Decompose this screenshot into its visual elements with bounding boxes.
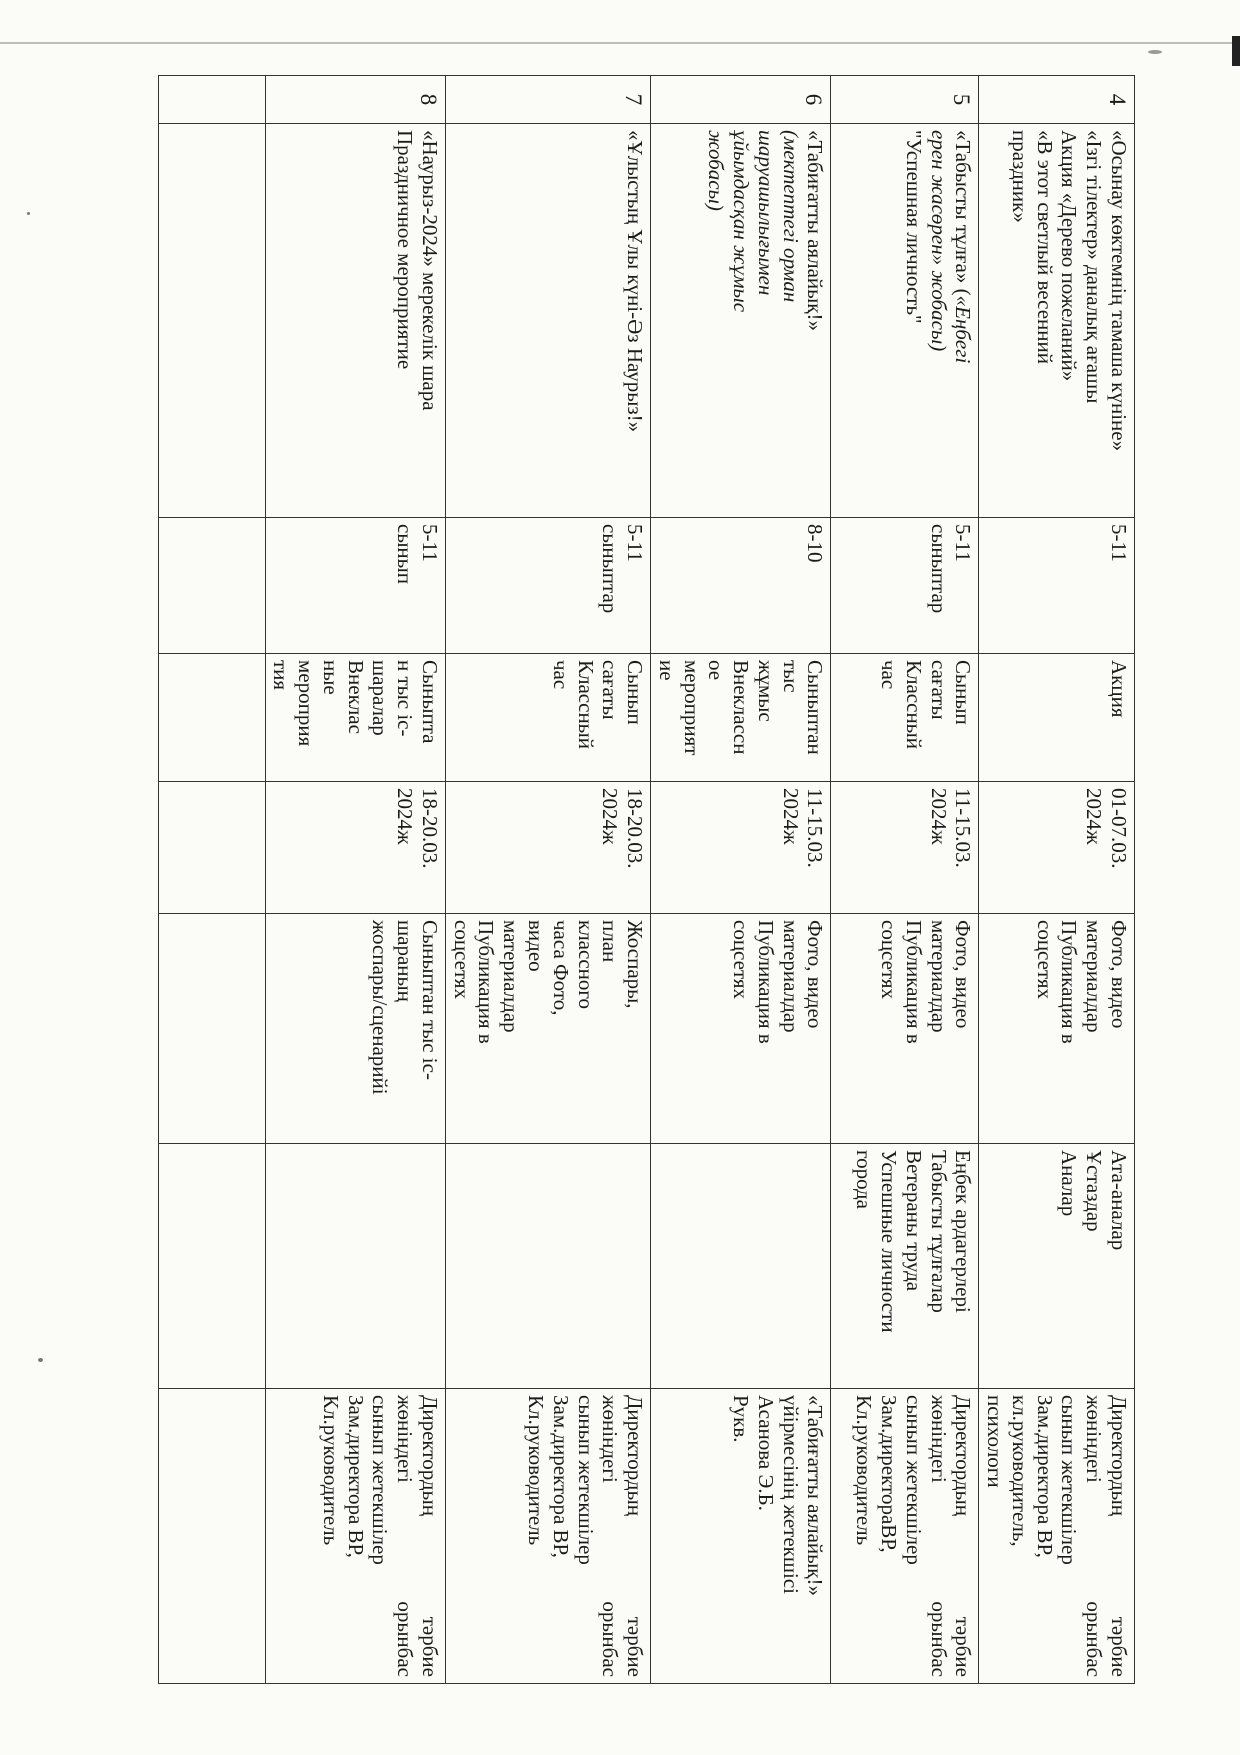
dates-cell <box>979 782 1135 914</box>
cell-line: сағаты <box>926 660 951 720</box>
cell-line: 2024ж <box>1082 788 1107 845</box>
cell-line: Асанова Э.Б. <box>753 1395 778 1511</box>
grades-cell <box>979 518 1135 654</box>
cell-line: Ұстаздар <box>1082 1150 1107 1232</box>
cell-line: Зам.директора ВР, <box>343 1395 368 1558</box>
dates-cell <box>445 782 650 914</box>
table-row <box>651 76 831 1684</box>
cell-line: 5-11 <box>623 524 648 562</box>
cell-line: материалдар <box>778 920 803 1033</box>
cell-line: үйірмесінің жетекшісі <box>778 1395 803 1595</box>
cell-line: праздник» <box>1007 130 1032 223</box>
cell-line: 18-20.03. <box>623 788 648 869</box>
cell-line: 5-11 <box>417 524 442 562</box>
cell-line: 5-11 <box>1107 524 1131 562</box>
cell-line-part: «Табысты тұлға» ( <box>951 130 976 296</box>
cell-line: материалдар <box>926 920 951 1033</box>
cell-line: кл.руководитель, <box>1007 1395 1032 1547</box>
cell-line: ие <box>654 660 679 681</box>
cell-line: Публикация в <box>901 920 926 1044</box>
table-row <box>831 76 979 1684</box>
cell-line: классного <box>573 920 598 1009</box>
responsible-cell <box>265 1389 445 1684</box>
cell-line: сынып жетекшілер <box>573 1395 598 1565</box>
cell-line: соцсетях <box>449 920 474 1000</box>
cell-line: жөніндегі орынбас <box>598 1395 623 1677</box>
dates-cell <box>158 782 265 914</box>
cell-line: 11-15.03. <box>803 788 828 868</box>
responsible-cell <box>651 1389 831 1684</box>
cell-line: Зам.директора ВР, <box>1032 1395 1057 1558</box>
cell-line: Директордың тәрбие <box>1107 1395 1131 1677</box>
participants-cell <box>831 1144 979 1389</box>
cell-line: Ветераны труда <box>901 1150 926 1292</box>
event-cell <box>265 124 445 518</box>
row-number-cell <box>158 76 265 124</box>
cell-line: Праздничное мероприятие <box>393 130 418 370</box>
cell-line: Классный <box>573 660 598 750</box>
dates-cell <box>265 782 445 914</box>
scan-dust-speck <box>27 212 30 215</box>
cell-line: 01-07.03. <box>1107 788 1131 869</box>
cell-line: час <box>548 660 573 690</box>
cell-line: ое <box>704 660 729 681</box>
dates-cell <box>651 782 831 914</box>
cell-line: «Ұлыстың Ұлы күні-Әз Наурыз!» <box>623 130 648 433</box>
scan-dust-speck <box>1148 50 1162 54</box>
rotated-table-wrapper <box>200 75 1135 1683</box>
row-number-cell: 5 <box>831 76 979 124</box>
event-cell <box>651 124 831 518</box>
responsible-cell <box>445 1389 650 1684</box>
cell-line: соцсетях <box>729 920 754 1000</box>
cell-line: видео <box>523 920 548 972</box>
cell-line: Аналар <box>1057 1150 1082 1217</box>
cell-line: Внеклас <box>343 660 368 734</box>
cell-line: материалдар <box>499 920 524 1033</box>
cell-line: Табысты тұлғалар <box>926 1150 951 1313</box>
cell-line: соцсетях <box>877 920 902 1000</box>
completion-cell <box>651 914 831 1144</box>
completion-cell <box>265 914 445 1144</box>
scan-corner-mark <box>1232 36 1240 66</box>
cell-line: Директордың тәрбие <box>951 1395 976 1677</box>
row-number-cell: 6 <box>651 76 831 124</box>
form-cell <box>831 654 979 782</box>
event-plan-table <box>158 75 1135 1684</box>
cell-line: жөніндегі орынбас <box>393 1395 418 1677</box>
cell-line: план <box>598 920 623 963</box>
cell-line: Внеклассн <box>729 660 754 755</box>
table-row <box>265 76 445 1684</box>
cell-line: Фото, видео <box>1107 920 1131 1029</box>
cell-line: Публикация в <box>753 920 778 1044</box>
cell-line: соцсетях <box>1032 920 1057 1000</box>
cell-line: мероприят <box>679 660 704 756</box>
cell-line: сыныптар <box>926 524 951 614</box>
form-cell <box>158 654 265 782</box>
cell-line: Кл.руководитель <box>523 1395 548 1546</box>
cell-line: Успешные личности <box>877 1150 902 1333</box>
cell-line: "Успешная личность" <box>901 130 926 324</box>
cell-line: сынып жетекшілер <box>368 1395 393 1565</box>
cell-line: Рукв. <box>729 1395 754 1443</box>
cell-line: тия <box>269 660 294 691</box>
cell-line: Акция «Дерево пожеланий» <box>1057 130 1082 382</box>
participants-cell <box>979 1144 1135 1389</box>
cell-line: ұйымдасқан жұмыс <box>729 130 754 313</box>
cell-line: сағаты <box>598 660 623 720</box>
cell-line: ные <box>318 660 343 695</box>
cell-line: «Наурыз-2024» мерекелік шара <box>417 130 442 411</box>
completion-cell <box>979 914 1135 1144</box>
form-cell <box>979 654 1135 782</box>
completion-cell <box>158 914 265 1144</box>
cell-line: 5-11 <box>951 524 976 562</box>
cell-line: Сыныптан <box>803 660 828 755</box>
row-number-cell: 8 <box>265 76 445 124</box>
responsible-cell <box>158 1389 265 1684</box>
form-cell <box>445 654 650 782</box>
cell-line: н тыс іс- <box>393 660 418 737</box>
cell-line: сынып <box>393 524 418 585</box>
cell-line-part-italic: «Еңбегі <box>951 295 976 364</box>
cell-line <box>951 130 976 511</box>
cell-line: города <box>852 1150 877 1209</box>
cell-line: Зам.директораВР, <box>877 1395 902 1553</box>
cell-line: Акция <box>1107 660 1131 718</box>
table-row <box>979 76 1135 1684</box>
cell-line: жұмыс <box>753 660 778 722</box>
participants-cell <box>158 1144 265 1389</box>
participants-cell <box>445 1144 650 1389</box>
responsible-cell <box>979 1389 1135 1684</box>
cell-line: Кл.руководитель <box>318 1395 343 1546</box>
completion-cell <box>445 914 650 1144</box>
cell-line: «Ізгі тілектер» даналық ағашы <box>1082 130 1107 404</box>
participants-cell <box>651 1144 831 1389</box>
grades-cell <box>831 518 979 654</box>
cell-line: Сынып <box>623 660 648 725</box>
cell-line: жөніндегі орынбас <box>1082 1395 1107 1677</box>
cell-line: Кл.руководитель <box>852 1395 877 1546</box>
cell-line: тыс <box>778 660 803 693</box>
cell-line: час <box>877 660 902 690</box>
cell-line: «Табиғатты аялайық!» <box>803 130 828 331</box>
cell-line: жоспары/сценарийі <box>368 920 393 1095</box>
cell-line: Сыныптан тыс іс- <box>417 920 442 1080</box>
grades-cell <box>445 518 650 654</box>
cell-line: Фото, видео <box>951 920 976 1029</box>
cell-line: психологи <box>983 1395 1008 1488</box>
cell-line: шаралар <box>368 660 393 736</box>
form-cell <box>651 654 831 782</box>
row-number-cell: 7 <box>445 76 650 124</box>
event-cell <box>445 124 650 518</box>
cell-line: материалдар <box>1082 920 1107 1033</box>
row-number-cell: 4 <box>979 76 1135 124</box>
event-cell <box>979 124 1135 518</box>
cell-line: жобасы) <box>704 130 729 211</box>
cell-line: 2024ж <box>778 788 803 845</box>
cell-line: Еңбек ардагерлері <box>951 1150 976 1313</box>
grades-cell <box>158 518 265 654</box>
cell-line: Директордың тәрбие <box>623 1395 648 1677</box>
cell-line: 11-15.03. <box>951 788 976 868</box>
cell-line: сыныптар <box>598 524 623 614</box>
cell-line: Ата-аналар <box>1107 1150 1131 1251</box>
cell-line: Классный <box>901 660 926 750</box>
scan-dust-speck <box>38 1358 43 1362</box>
cell-line: 2024ж <box>926 788 951 845</box>
cell-line: 18-20.03. <box>417 788 442 869</box>
cell-line: «В этот светлый весенний <box>1032 130 1057 364</box>
cell-line: Публикация в <box>1057 920 1082 1044</box>
cell-line: 2024ж <box>393 788 418 845</box>
form-cell <box>265 654 445 782</box>
cell-line: Директордың тәрбие <box>417 1395 442 1677</box>
cell-line: мероприя <box>294 660 319 747</box>
cell-line: Сынып <box>951 660 976 725</box>
cell-line: 2024ж <box>598 788 623 845</box>
responsible-cell <box>831 1389 979 1684</box>
cell-line: Фото, видео <box>803 920 828 1029</box>
cell-line: сынып жетекшілер <box>1057 1395 1082 1565</box>
cell-line: «Осынау көктемнің тамаша күніне» <box>1107 130 1131 452</box>
scan-edge-line <box>0 42 1240 44</box>
cell-line: Зам.директора ВР, <box>548 1395 573 1558</box>
cell-line: Сыныпта <box>417 660 442 744</box>
cell-line: сынып жетекшілер <box>901 1395 926 1565</box>
cell-line: жөніндегі орынбас <box>926 1395 951 1677</box>
table-row <box>158 76 265 1684</box>
grades-cell <box>265 518 445 654</box>
participants-cell <box>265 1144 445 1389</box>
cell-line: Жоспары, <box>623 920 648 1009</box>
cell-line: шараның <box>393 920 418 1002</box>
cell-line: часа Фото, <box>548 920 573 1016</box>
completion-cell <box>831 914 979 1144</box>
dates-cell <box>831 782 979 914</box>
cell-line: 8-10 <box>803 524 828 563</box>
cell-line: ерен жасөрен» жобасы) <box>926 130 951 352</box>
event-cell <box>831 124 979 518</box>
cell-line: (мектептегі орман <box>778 130 803 303</box>
cell-line: «Табиғатты аялайық!» <box>803 1395 828 1596</box>
table-row <box>445 76 650 1684</box>
event-cell <box>158 124 265 518</box>
cell-line: Публикация в <box>474 920 499 1044</box>
grades-cell <box>651 518 831 654</box>
cell-line: шаруашылығымен <box>753 130 778 296</box>
